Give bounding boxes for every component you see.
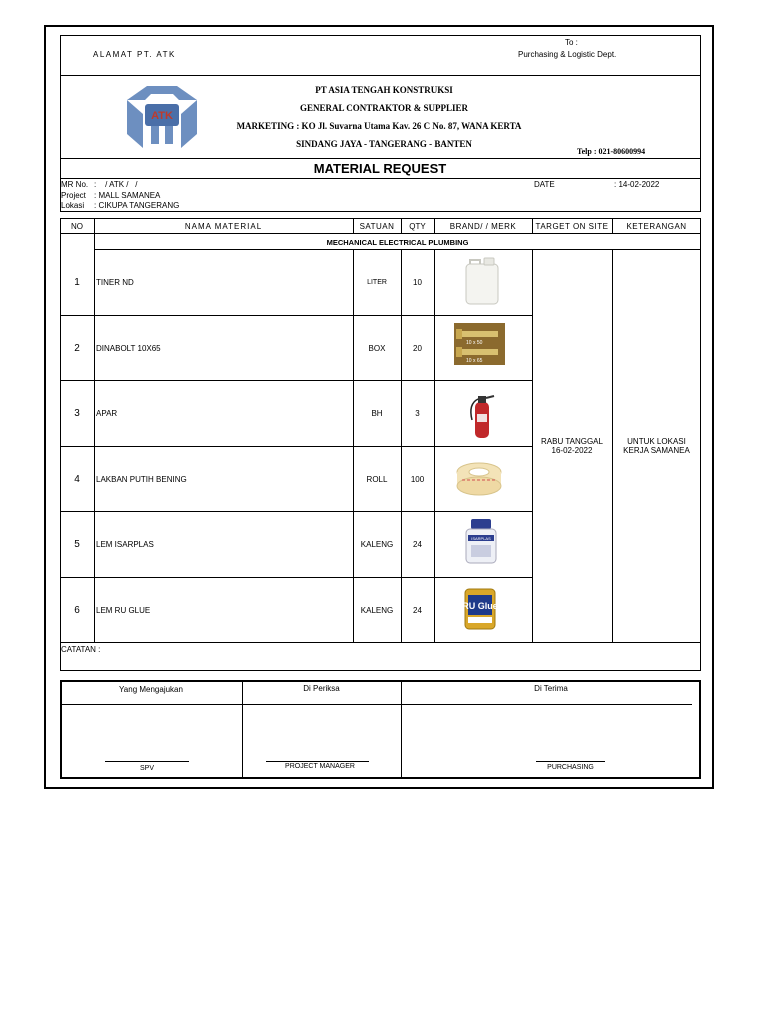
row-no: 1 bbox=[74, 277, 80, 288]
signature-title-3: Di Terima bbox=[534, 684, 568, 693]
project-value: : MALL SAMANEA bbox=[94, 191, 161, 200]
row-name: APAR bbox=[96, 409, 118, 418]
col-rule bbox=[434, 249, 435, 643]
row-unit: KALENG bbox=[360, 540, 394, 549]
to-label: To : bbox=[565, 38, 578, 47]
project-label: Project bbox=[61, 191, 86, 200]
signature-line bbox=[266, 761, 369, 762]
signature-rule bbox=[60, 704, 692, 705]
lokasi-label: Lokasi bbox=[61, 201, 85, 210]
row-unit: LITER bbox=[367, 279, 387, 286]
fire-extinguisher-icon bbox=[466, 390, 498, 445]
tape-roll-icon bbox=[456, 462, 502, 501]
col-header-target: TARGET ON SITE bbox=[535, 221, 609, 231]
target-line-2: 16-02-2022 bbox=[551, 446, 593, 455]
col-header-no: NO bbox=[71, 221, 83, 231]
jerrycan-icon bbox=[462, 256, 502, 311]
col-header-keterangan: KETERANGAN bbox=[626, 221, 687, 231]
ruglue-label: RU Glue bbox=[462, 601, 498, 611]
to-dept: Purchasing & Logistic Dept. bbox=[518, 50, 617, 59]
row-no: 4 bbox=[74, 473, 80, 485]
date-value: : 14-02-2022 bbox=[614, 180, 660, 189]
header-divider bbox=[60, 75, 701, 76]
keterangan-line-1: UNTUK LOKASI bbox=[627, 437, 686, 446]
lokasi-value: : CIKUPA TANGERANG bbox=[94, 201, 180, 210]
section-label: MECHANICAL ELECTRICAL PLUMBING bbox=[326, 237, 469, 247]
company-type: GENERAL CONTRAKTOR & SUPPLIER bbox=[299, 103, 469, 113]
signature-col-rule bbox=[401, 680, 402, 779]
row-no: 2 bbox=[74, 342, 80, 354]
bolt-icon bbox=[454, 323, 505, 370]
row-qty: 24 bbox=[413, 605, 422, 615]
col-header-brand: BRAND/ / MERK bbox=[449, 221, 517, 231]
company-address: MARKETING : KO Jl. Suvarna Utama Kav. 26 C No. 87, WANA KERTA bbox=[236, 121, 522, 131]
row-name: TINER ND bbox=[96, 278, 134, 287]
signature-role-3: PURCHASING bbox=[547, 764, 594, 771]
row-qty: 10 bbox=[413, 278, 422, 287]
row-unit: ROLL bbox=[366, 474, 388, 484]
row-qty: 3 bbox=[415, 409, 420, 418]
col-header-nama-material: NAMA MATERIAL bbox=[184, 221, 263, 231]
col-header-satuan: SATUAN bbox=[359, 221, 395, 231]
catatan-box bbox=[60, 642, 701, 671]
catatan-label: CATATAN : bbox=[61, 645, 101, 654]
address-label: ALAMAT PT. ATK bbox=[93, 50, 176, 59]
row-qty: 100 bbox=[410, 474, 425, 484]
target-line-1: RABU TANGGAL bbox=[541, 437, 603, 446]
mr-value: : / ATK / / bbox=[94, 180, 138, 189]
isarplas-label: ISARPLAS bbox=[471, 536, 491, 541]
row-name: LAKBAN PUTIH BENING bbox=[96, 474, 187, 484]
col-rule bbox=[94, 218, 95, 643]
logo-text: ATK bbox=[151, 110, 173, 122]
glue-can-icon bbox=[462, 585, 498, 636]
date-label: DATE bbox=[534, 180, 555, 189]
row-qty: 20 bbox=[413, 343, 422, 353]
glue-can-icon bbox=[463, 519, 499, 570]
signature-role-2: PROJECT MANAGER bbox=[285, 763, 355, 770]
row-no: 3 bbox=[74, 408, 80, 419]
keterangan bbox=[612, 250, 701, 642]
target-on-site bbox=[532, 250, 612, 642]
company-phone: Telp : 021-80600994 bbox=[577, 147, 646, 156]
bolt-label-2: 10 x 65 bbox=[466, 358, 483, 364]
bolt-label-1: 10 x 50 bbox=[466, 340, 483, 346]
row-unit: BH bbox=[371, 409, 383, 418]
signature-title-1: Yang Mengajukan bbox=[119, 685, 183, 694]
signature-line bbox=[536, 761, 605, 762]
row-no: 5 bbox=[74, 539, 80, 550]
mr-label: MR No. bbox=[61, 180, 89, 189]
row-unit: BOX bbox=[368, 343, 386, 353]
row-name: LEM RU GLUE bbox=[96, 605, 151, 615]
signature-role-1: SPV bbox=[139, 765, 154, 772]
row-name: DINABOLT 10X65 bbox=[96, 343, 161, 353]
row-no: 6 bbox=[74, 604, 80, 616]
company-city: SINDANG JAYA - TANGERANG - BANTEN bbox=[296, 139, 472, 149]
keterangan-line-2: KERJA SAMANEA bbox=[623, 446, 690, 455]
signature-col-rule bbox=[242, 680, 243, 779]
col-header-qty: QTY bbox=[409, 221, 426, 231]
signature-line bbox=[105, 761, 189, 762]
company-name: PT ASIA TENGAH KONSTRUKSI bbox=[315, 85, 453, 95]
row-unit: KALENG bbox=[360, 605, 394, 615]
page-title: MATERIAL REQUEST bbox=[313, 161, 447, 176]
signature-title-2: Di Periksa bbox=[303, 684, 340, 693]
row-name: LEM ISARPLAS bbox=[96, 540, 154, 549]
row-qty: 24 bbox=[413, 540, 422, 549]
